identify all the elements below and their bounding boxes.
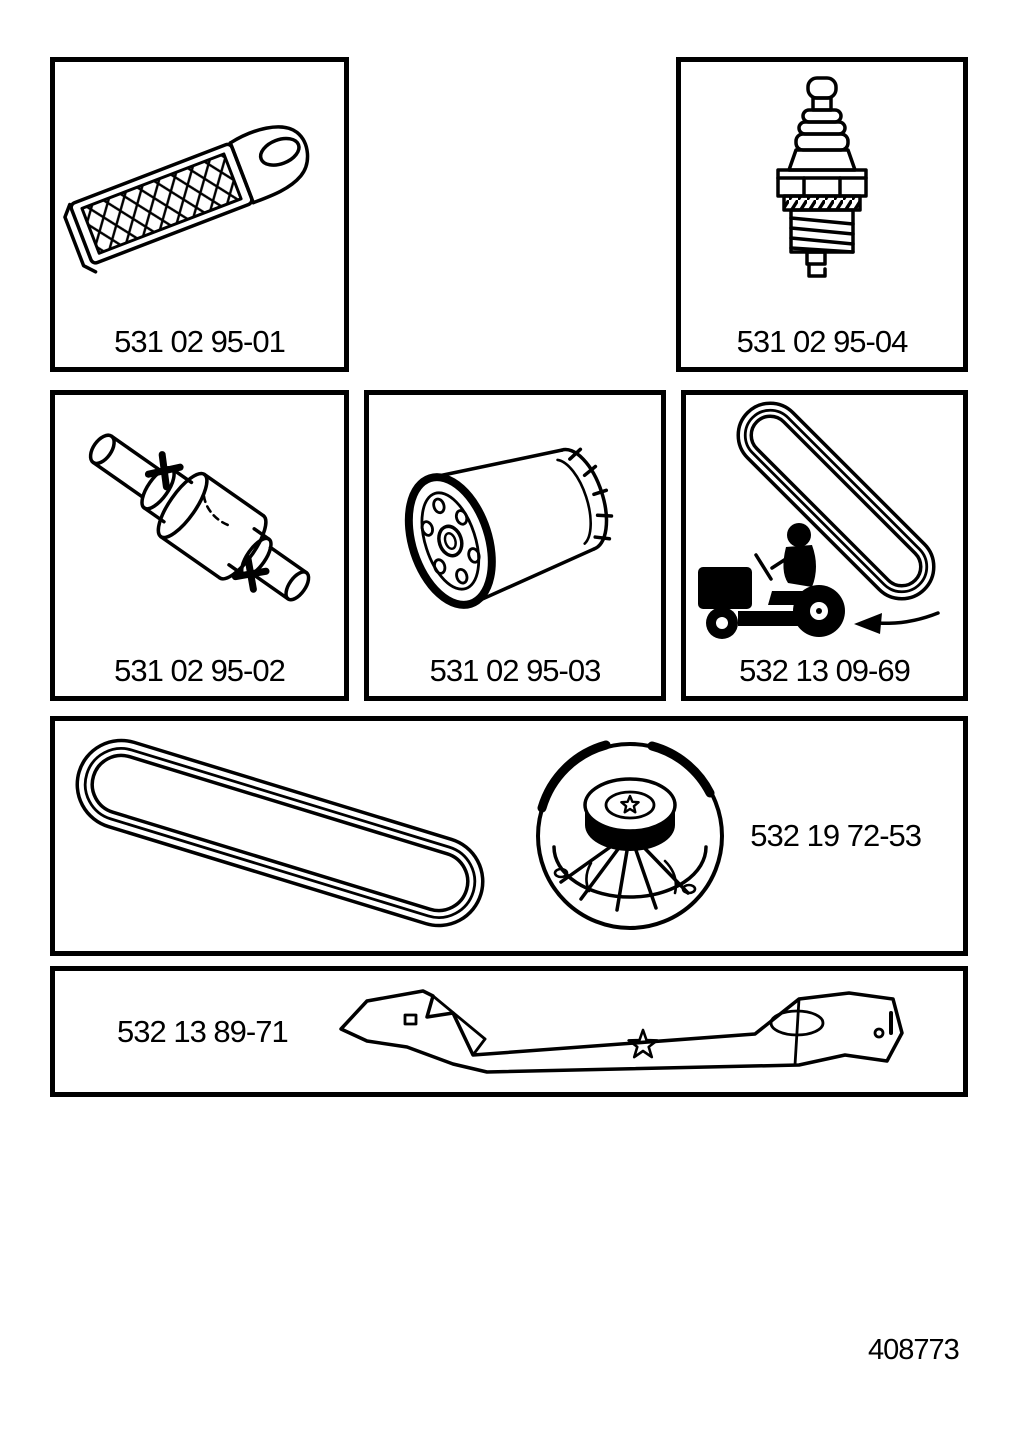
part-number-label: 532 13 09-69 xyxy=(739,653,910,688)
air-filter-icon xyxy=(55,62,344,312)
part-cell-drive-belt xyxy=(681,390,968,701)
part-number-label: 531 02 95-01 xyxy=(114,324,285,359)
part-cell-fuel-filter xyxy=(50,390,349,701)
part-cell-mower-blade xyxy=(50,966,968,1097)
oil-filter-icon xyxy=(369,395,661,645)
part-number-label: 531 02 95-03 xyxy=(429,653,601,688)
drive-belt-with-tractor-icon xyxy=(686,395,963,650)
part-number-label: 532 13 89-71 xyxy=(117,1013,288,1049)
fuel-filter-icon xyxy=(55,395,344,645)
part-number-label: 531 02 95-04 xyxy=(736,324,908,359)
arrow-icon xyxy=(854,613,938,634)
tractor-silhouette xyxy=(698,523,845,639)
part-number-label: 532 19 72-53 xyxy=(750,818,921,853)
document-number: 408773 xyxy=(868,1334,959,1366)
part-cell-spark-plug xyxy=(676,57,968,372)
part-number-label: 531 02 95-02 xyxy=(114,653,285,688)
spark-plug-icon xyxy=(681,62,963,312)
part-cell-oil-filter xyxy=(364,390,666,701)
part-cell-air-filter xyxy=(50,57,349,372)
part-cell-deck-belt-and-mandrel xyxy=(50,716,968,956)
